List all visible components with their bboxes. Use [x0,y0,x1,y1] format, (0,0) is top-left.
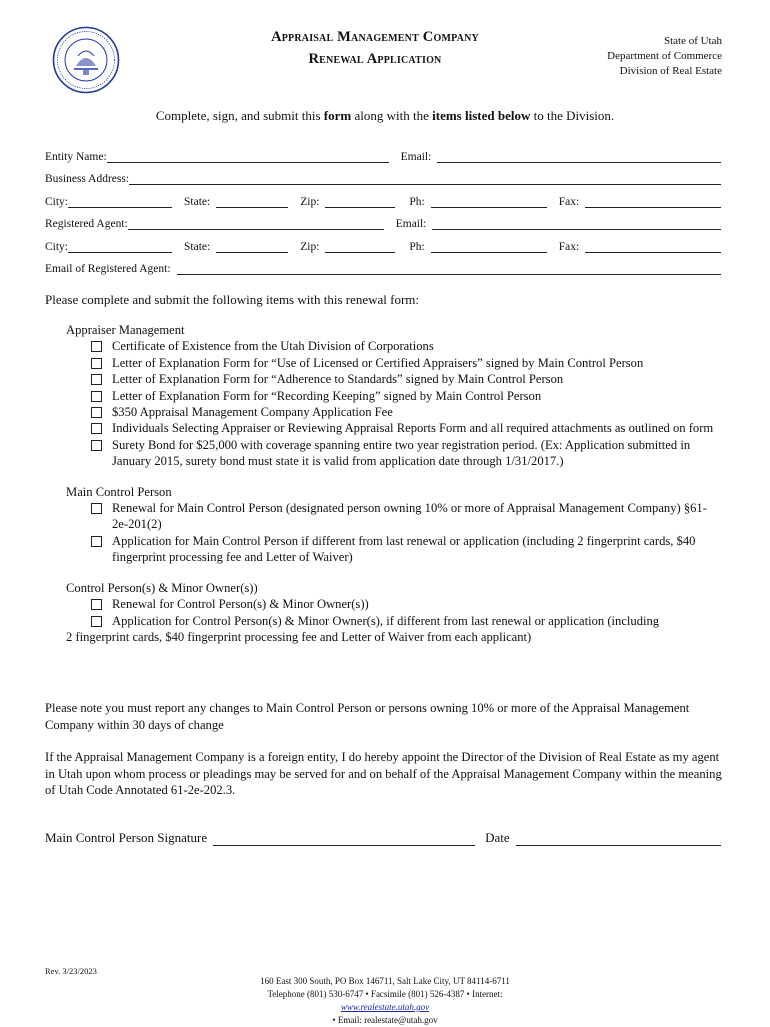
phone-label: Ph: [409,195,425,208]
agent-state-label: State: [184,240,211,253]
city-label: City: [45,195,69,208]
intro-bold-items: items listed below [432,108,531,123]
agent-phone-field[interactable] [431,241,547,253]
field-row-address [45,163,721,186]
state-field[interactable] [216,196,288,208]
checklist-item-text: Certificate of Existence from the Utah Division of Corporations [112,339,434,354]
checkbox[interactable] [91,341,102,352]
entity-name-label: Entity Name: [45,150,107,163]
revision-date: Rev. 3/23/2023 [45,966,97,976]
checklist [66,322,716,659]
intro-instruction [0,108,770,124]
note-report-changes: Please note you must report any changes to Main Control Person or persons owning 10% or more of the Appraisal Management Company within 30 days of change [45,701,690,732]
checklist-item [66,437,716,470]
business-address-label: Business Address: [45,173,130,185]
email-field[interactable] [437,151,721,163]
checkbox[interactable] [91,503,102,514]
checklist-item-text: Letter of Explanation Form for “Recording Keeping” signed by Main Control Person [112,388,542,403]
checklist-item [66,596,716,612]
group-title: Appraiser Management [66,323,185,337]
group-title: Control Person(s) & Minor Owner(s)) [66,580,258,595]
checkbox[interactable] [91,391,102,402]
signature-field[interactable] [213,833,475,846]
city-field[interactable] [68,196,172,208]
checklist-item [66,613,716,629]
agent-zip-field[interactable] [325,241,395,253]
agency-block [607,34,722,79]
footer-contact [0,988,770,1027]
signature-label: Main Control Person Signature [45,830,208,845]
form-title [180,26,570,70]
intro-bold-form: form [323,108,352,123]
checklist-item-text: Renewal for Control Person(s) & Minor Owner(s)) [112,597,369,612]
agent-city-field[interactable] [68,241,172,253]
checkbox[interactable] [91,536,102,547]
checkbox[interactable] [91,423,102,434]
footer-email: • Email: realestate@utah.gov [332,1015,438,1025]
footer-address: 160 East 300 South, PO Box 146711, Salt Lake City, UT 84114-6711 [260,976,510,986]
fax-label: Fax: [558,195,580,208]
checkbox[interactable] [91,358,102,369]
checklist-item [66,500,716,533]
checklist-item-text: Renewal for Main Control Person (designated person owning 10% or more of Appraisal Management Company) §61-2e-201(2) [112,501,707,532]
group-appraiser-management [66,322,716,470]
agency-state: State of Utah [663,35,722,47]
registered-agent-label: Registered Agent: [45,218,128,230]
agency-department: Department of Commerce [607,50,722,62]
checklist-item [66,533,716,566]
checkbox[interactable] [91,616,102,627]
checklist-item-text: Letter of Explanation Form for “Use of Licensed or Certified Appraisers” signed by Main Control Person [112,355,644,370]
email-label: Email: [400,150,432,163]
field-row-agent-city [45,230,721,253]
business-address-field[interactable] [129,173,721,185]
signature-row [45,830,721,846]
field-row-city [45,185,721,208]
agent-email-label: Email: [395,218,427,230]
agent-phone-label: Ph: [409,240,425,253]
checklist-item [66,388,716,404]
checkbox[interactable] [91,440,102,451]
registered-agent-email-field[interactable] [177,263,721,275]
checklist-item [66,420,716,436]
state-label: State: [184,195,211,208]
field-row-agent [45,208,721,231]
title-line-2: Renewal Application [308,51,442,67]
group-main-control-person [66,484,716,566]
checklist-item-text: $350 Appraisal Management Company Application Fee [112,405,393,420]
checklist-intro: Please complete and submit the following items with this renewal form: [45,292,420,307]
intro-text-2: along with the [351,108,433,123]
agent-state-field[interactable] [216,241,288,253]
title-line-1: Appraisal Management Company [271,29,479,45]
checklist-item-text: Individuals Selecting Appraiser or Reviewing Appraisal Reports Form and all required attachments as outlined on form [112,421,714,436]
agent-city-label: City: [45,240,69,253]
checklist-item [66,371,716,387]
checklist-item [66,338,716,354]
checklist-item-text: 2 fingerprint cards, $40 fingerprint processing fee and Letter of Waiver from each applicant) [66,629,532,644]
field-row-agent-email [45,253,721,276]
date-label: Date [485,830,510,845]
agent-fax-field[interactable] [585,241,721,253]
footer [0,975,770,1027]
agent-zip-label: Zip: [300,240,320,253]
checklist-item-text: Letter of Explanation Form for “Adherence to Standards” signed by Main Control Person [112,372,564,387]
agent-email-field[interactable] [432,218,721,230]
checkbox[interactable] [91,599,102,610]
website-link[interactable]: www.realestate.utah.gov [340,1002,430,1012]
date-field[interactable] [516,833,721,846]
applicant-fields [45,140,721,275]
field-row-entity [45,140,721,163]
checklist-item [66,404,716,420]
checkbox[interactable] [91,407,102,418]
checkbox[interactable] [91,374,102,385]
intro-text-1: Complete, sign, and submit this [155,108,324,123]
group-title: Main Control Person [66,484,172,499]
agency-division: Division of Real Estate [619,65,722,77]
registered-agent-email-label: Email of Registered Agent: [45,263,171,275]
utah-state-seal-icon [52,26,120,94]
registered-agent-field[interactable] [128,218,384,230]
phone-field[interactable] [431,196,547,208]
entity-name-field[interactable] [107,151,389,163]
intro-text-3: to the Division. [530,108,615,123]
checklist-item-continuation [66,629,716,645]
checklist-item-text: Application for Main Control Person if different from last renewal or application (including 2 fingerprint cards, $40 fingerprint processing fee and Letter of Waiver) [112,533,696,565]
group-control-persons [66,580,716,646]
fax-field[interactable] [585,196,721,208]
footer-phone-fax: Telephone (801) 530-6747 • Facsimile (801) 526-4387 • Internet: [267,989,503,999]
checklist-item [66,355,716,371]
agent-fax-label: Fax: [558,240,580,253]
zip-field[interactable] [325,196,395,208]
zip-label: Zip: [300,195,320,208]
checklist-item-text: Application for Control Person(s) & Minor Owner(s), if different from last renewal or application (including [112,613,660,628]
note-foreign-entity: If the Appraisal Management Company is a foreign entity, I do hereby appoint the Director of the Division of Real Estate as my agent in Utah upon whom process or pleadings may be served for and on behalf of the Appraisal Management Company within the meaning of Utah Code Annotated 61-2e-202.3. [45,750,722,797]
checklist-item-text: Surety Bond for $25,000 with coverage spanning entire two year registration period. (Ex: Application submitted in January 2015, surety bond must state it is valid from application date through 1/31/2017.) [112,437,691,469]
